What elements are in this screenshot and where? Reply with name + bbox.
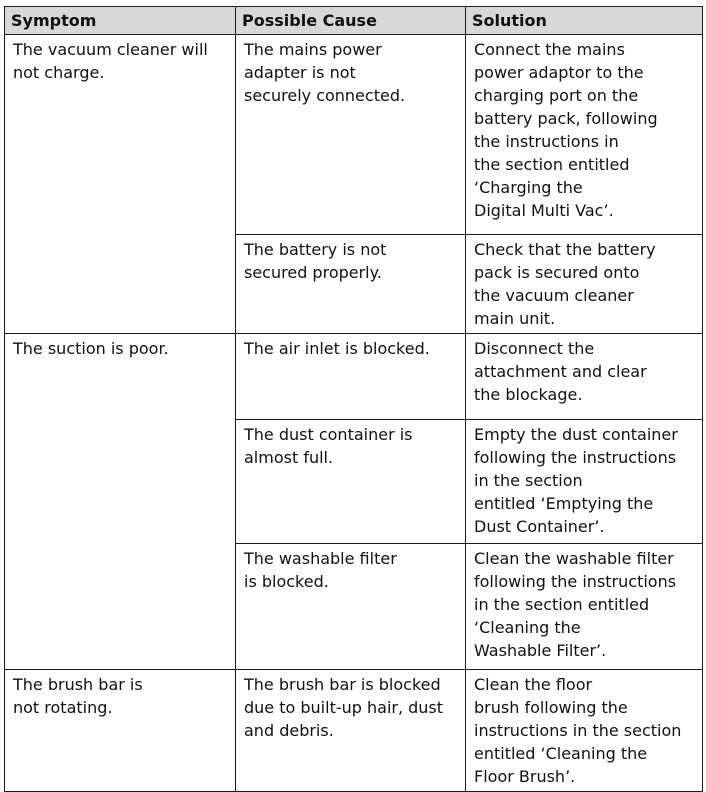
cause-text: The mains power adapter is not securely connected. [244,40,406,105]
symptom-text: The brush bar is not rotating. [13,675,143,717]
solution-cell [466,670,703,792]
cause-cell [236,544,466,670]
troubleshooting-table [4,6,703,792]
table-row [5,35,703,235]
solution-cell [466,420,703,544]
symptom-text: The vacuum cleaner will not charge. [13,40,208,82]
cause-cell [236,334,466,420]
header-possible-cause [236,7,466,35]
symptom-cell [5,670,236,792]
solution-cell [466,35,703,235]
solution-cell [466,544,703,670]
solution-text: Clean the floor brush following the instructions in the section entitled ‘Cleaning the Floor Brush’. [474,675,682,786]
solution-cell [466,235,703,334]
symptom-text: The suction is poor. [13,339,169,358]
cause-cell [236,35,466,235]
solution-text: Disconnect the attachment and clear the blockage. [474,339,647,404]
cause-cell [236,670,466,792]
cause-cell [236,235,466,334]
table-header [5,7,703,35]
cause-text: The washable filter is blocked. [244,549,397,591]
header-symptom-label: Symptom [11,11,97,30]
solution-text: Clean the washable filter following the instructions in the section entitled ‘Cleaning the Washable Filter’. [474,549,677,660]
solution-text: Check that the battery pack is secured onto the vacuum cleaner main unit. [474,240,656,328]
header-cause-label: Possible Cause [242,11,377,30]
cause-cell [236,420,466,544]
cause-text: The air inlet is blocked. [244,339,430,358]
cause-text: The dust container is almost full. [244,425,413,467]
symptom-cell [5,334,236,670]
header-solution [466,7,703,35]
solution-text: Empty the dust container following the instructions in the section entitled ‘Emptying the Dust Container’. [474,425,678,536]
header-row [5,7,703,35]
solution-text: Connect the mains power adaptor to the charging port on the battery pack, following the instructions in the section entitled ‘Charging the Digital Multi Vac’. [474,40,658,220]
cause-text: The battery is not secured properly. [244,240,387,282]
symptom-cell [5,35,236,334]
table-row [5,670,703,792]
cause-text: The brush bar is blocked due to built-up hair, dust and debris. [244,675,444,740]
table-body [5,35,703,792]
solution-cell [466,334,703,420]
header-solution-label: Solution [472,11,547,30]
table-row [5,334,703,420]
header-symptom [5,7,236,35]
